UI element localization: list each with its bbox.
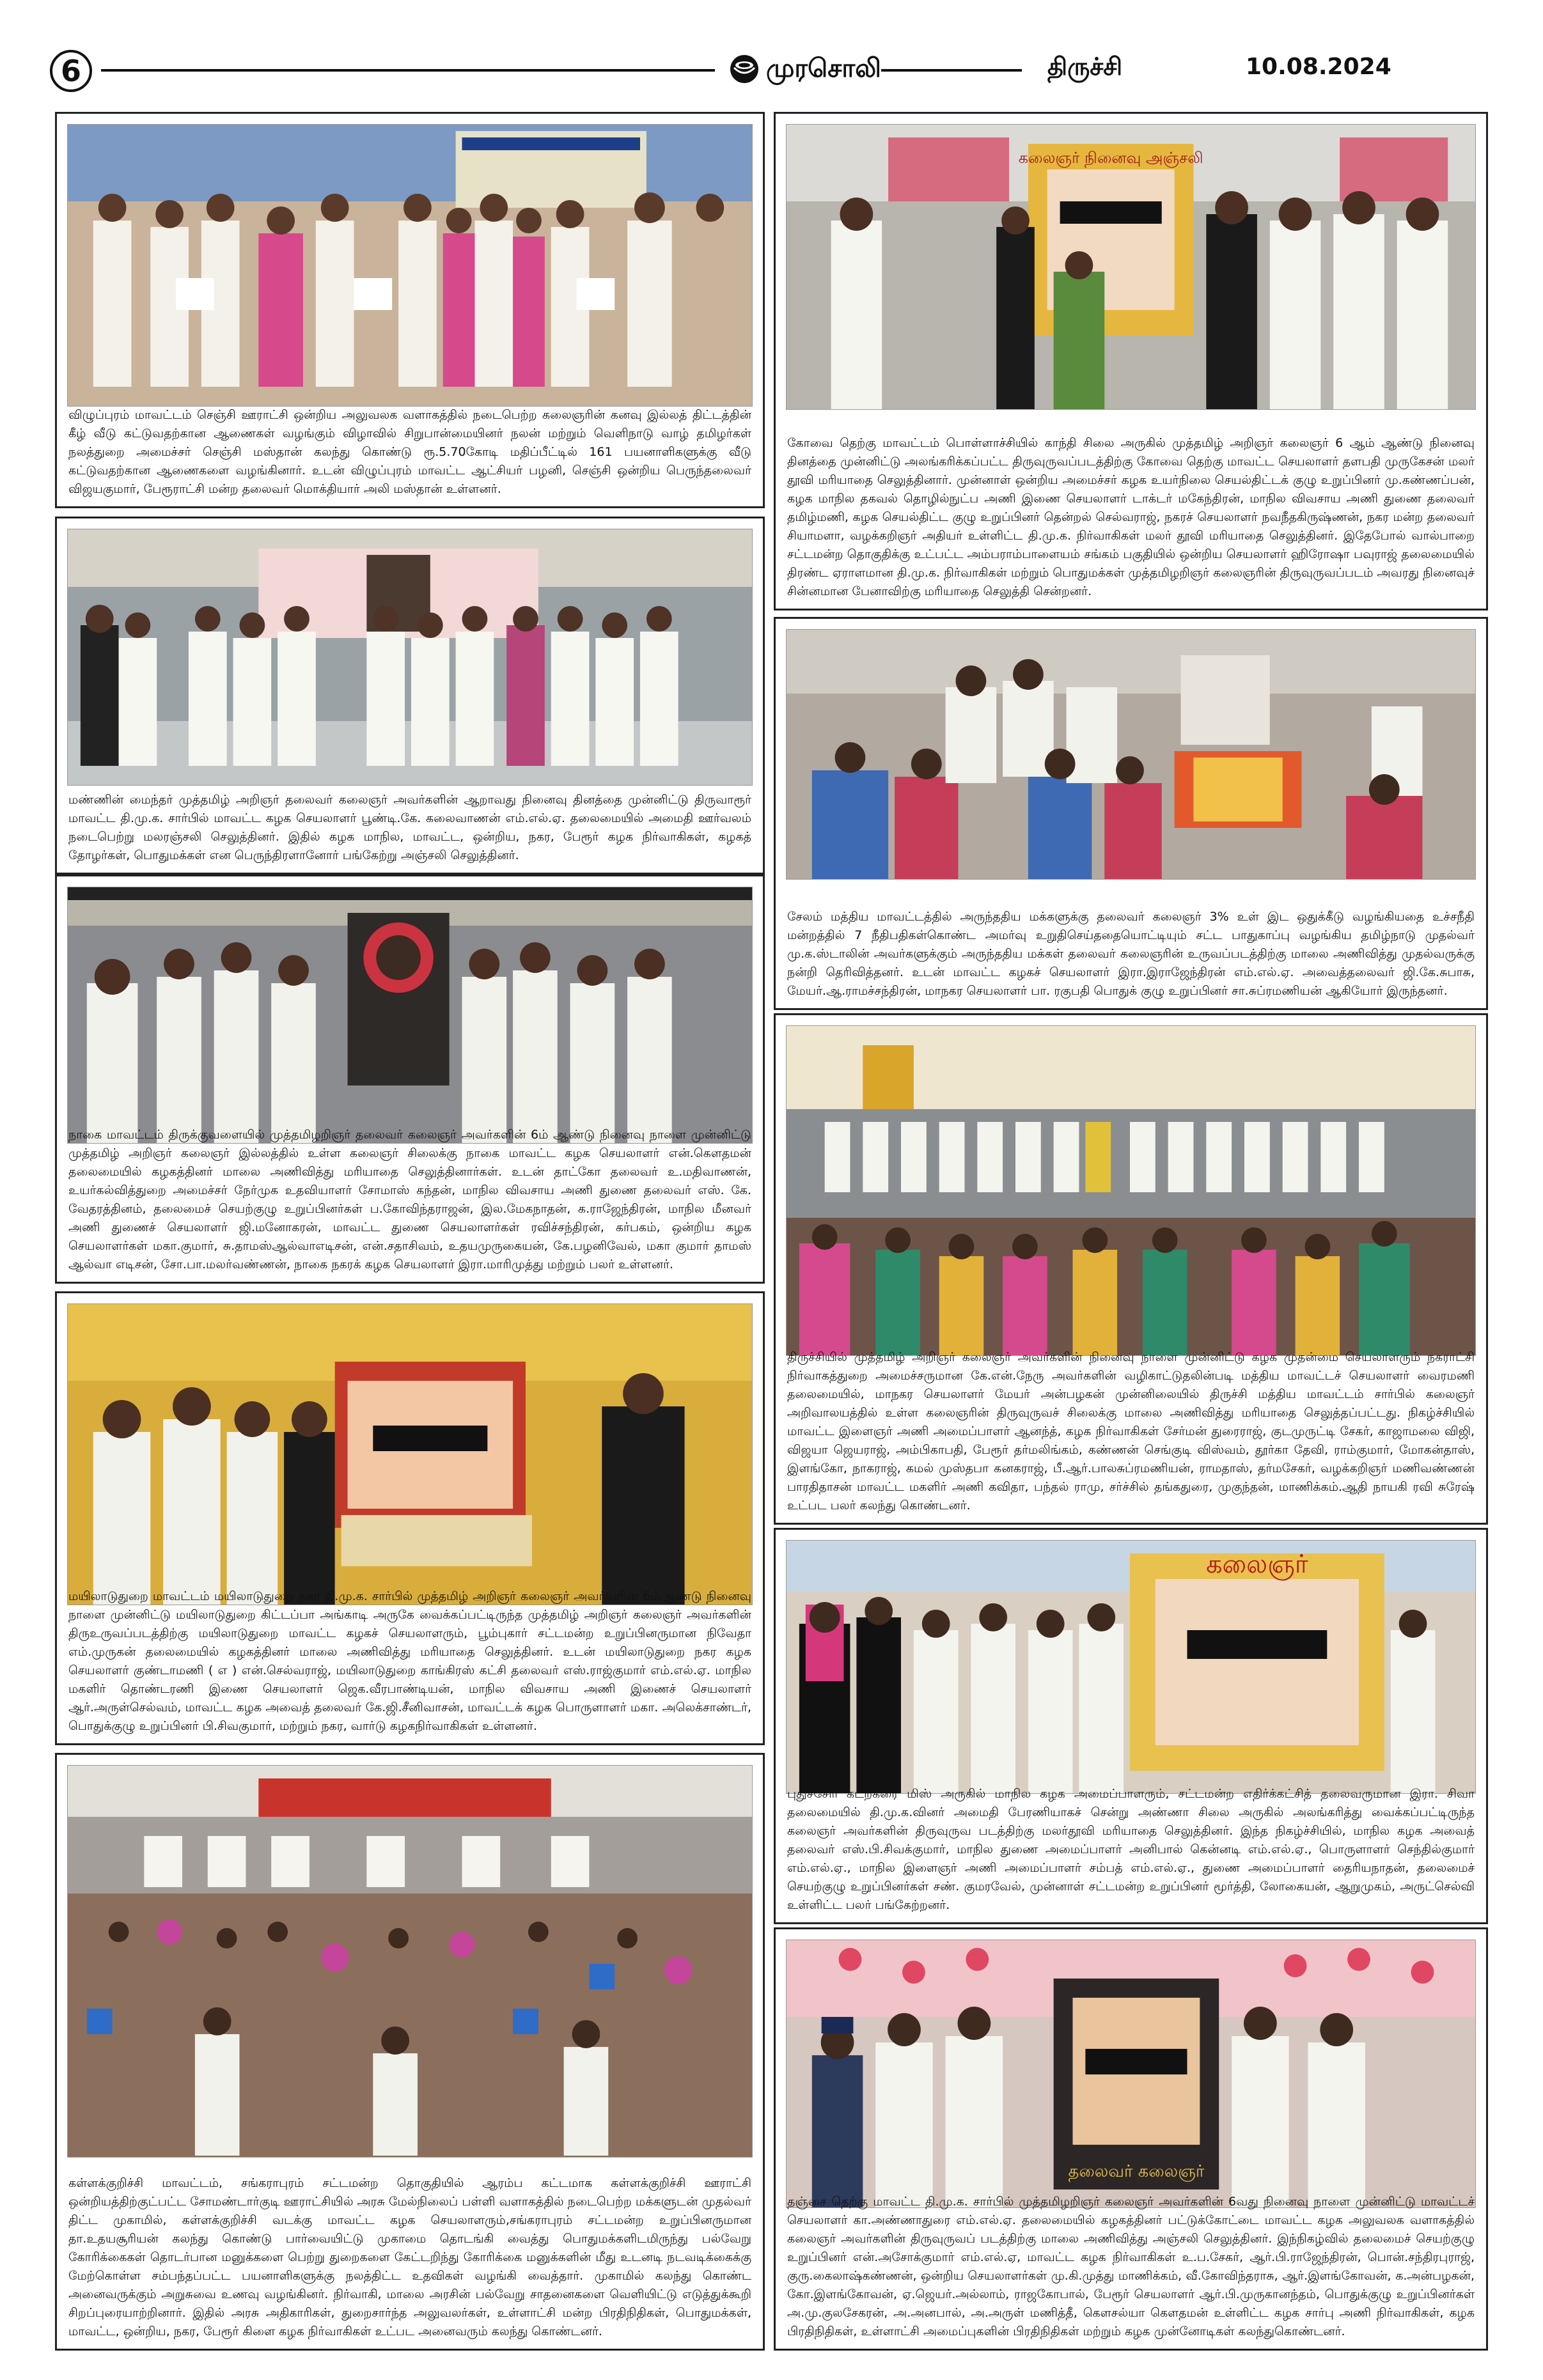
masthead-rule-left bbox=[101, 69, 715, 72]
news-photo bbox=[786, 1540, 1476, 1794]
edition-name: திருச்சி bbox=[1047, 52, 1123, 81]
portrait-banner-text: கலைஞர் bbox=[1206, 1549, 1308, 1580]
news-caption: தஞ்சை தெற்கு மாவட்ட தி.மு.க. சார்பில் முத்தமிழறிஞர் கலைஞர் அவர்களின் 6வது நினைவு நாளை முன்னிட்டு மாவட்டச் செயலாளர் கா.அண்ணாதுரை எம்.எல்.ஏ. தலைமையில் கழகத்தினர் பட்டுக்கோட்டை மாவட்ட கழக அலுவலக வளாகத்தில் கலைஞர் அவர்களின் திருவுருவப் படத்திற்கு மாலை அணிவித்து அஞ்சலி செலுத்தினர். இந்நிகழ்வில் தலைமைச் செயற்குழு உறுப்பினர் என்.அசோக்குமார் எம்.எல்.ஏ, மாவட்ட கழக நிர்வாகிகள் உ.ப.சேகர், ஆர்.பி.ராஜேந்திரன், பொன்.சந்திரபுராஜ், குரு.கைலாஷ்கண்ணன், ஒன்றிய செயலாளர்கள் மு.கி.முத்து மாணிக்கம், வீ.கோவிந்தராசு, ஆர்.இளங்கோவன், க.அன்பழகன், கோ.இளங்கோவன், ஏ.ஜெயர்.அல்லாம், ராஜகோபால், பேரூர் செயலாளர் ஆர்.பி.முருகானந்தம், பொதுக்குழு உறுப்பினர்கள் அ.மு.குலசேகரன், அ.அனபால், அ.அருள் மணித்தீ, கௌசல்யா கௌதமன் உள்ளிட்ட கழக சார்பு அணி நிர்வாகிகள், கழக பிரதிநிதிகள், உள்ளாட்சி அமைப்புகளின் பிரதிநிதிகள் மற்றும் கழக முன்னோடிகள் கலந்துகொண்டனர். bbox=[787, 2195, 1475, 2338]
news-story bbox=[774, 1528, 1488, 1924]
paper-logo bbox=[728, 51, 881, 89]
news-photo bbox=[67, 887, 753, 1144]
news-story bbox=[774, 617, 1488, 1010]
news-photo bbox=[786, 1940, 1476, 2208]
news-story bbox=[55, 112, 765, 508]
news-caption: விழுப்புரம் மாவட்டம் செஞ்சி ஊராட்சி ஒன்றிய அலுவலக வளாகத்தில் நடைபெற்ற கலைஞரின் கனவு இல்லத் திட்டத்தின் கீழ் வீடு கட்டுவதற்கான ஆணைகள் வழங்கும் விழாவில் சிறுபான்மையினர் நலன் மற்றும் வெளிநாடு வாழ் தமிழர்கள் நலத்துறை அமைச்சர் செஞ்சி மஸ்தான் கலந்து கொண்டு ரூ.5.70கோடி மதிப்பீட்டில் 161 பயனாளிகளுக்கு வீடு கட்டுவதற்கான ஆணைகளை வழங்கினார். உடன் விழுப்புரம் மாவட்ட ஆட்சியர் பழனி, செஞ்சி ஒன்றிய பெருந்தலைவர் விஜயகுமார், பேரூராட்சி மன்ற தலைவர் மொக்தியார் அலி மஸ்தான் உள்ளனர். bbox=[68, 408, 751, 496]
news-caption: கள்ளக்குறிச்சி மாவட்டம், சங்கராபுரம் சட்டமன்ற தொகுதியில் ஆரம்ப கட்டமாக கள்ளக்குறிச்சி ஊராட்சி ஒன்றியத்திற்குட்பட்ட சோமண்டார்குடி ஊராட்சியில் அரசு மேல்நிலைப் பள்ளி வளாகத்தில் நடைபெற்ற மக்களுடன் முதல்வர் திட்ட முகாமில், கள்ளக்குறிச்சி வடக்கு மாவட்ட கழக செயலாளரும்,சங்கராபுரம் சட்டமன்ற உறுப்பினருமான தா.உதயசூரியன் கலந்து கொண்டு பார்வையிட்டு முகாமை தொடங்கி வைத்து பொதுமக்களிடமிருந்து பல்வேறு கோரிக்கைகள் தொடர்பான மனுக்களை பெற்று துறைகளை கேட்டறிந்து கோரிக்கை மனுக்களின் மீது உடனடி நடவடிக்கைக்கு மேற்கொள்ள சம்பந்தப்பட்ட பயனாளிகளுக்கு நலத்திட்ட உதவிகள் வழங்கி வைத்தார். முகாமில் கலந்து கொண்ட அனைவருக்கும் அறுசுவை உணவு வழங்கினர். நிர்வாகி, மாலை அரசின் பல்வேறு சாதனைகளை வெளியிட்டு எடுத்துக்கூறி சிறப்புரையாற்றினார். இதில் அரசு அதிகாரிகள், துறைசார்ந்த அலுவலர்கள், உள்ளாட்சி மன்ற பிரதிநிதிகள், பொதுமக்கள், மாவட்ட, ஒன்றிய, நகர, பேரூர் கிளை கழக நிர்வாகிகள் உட்பட அனைவரும் கலந்து கொண்டனர். bbox=[68, 2176, 751, 2338]
news-photo bbox=[786, 124, 1476, 410]
news-story bbox=[55, 1753, 765, 2351]
news-story bbox=[774, 112, 1488, 611]
news-photo bbox=[786, 629, 1476, 880]
news-story bbox=[774, 1927, 1488, 2351]
news-photo bbox=[67, 529, 753, 786]
news-caption: கோவை தெற்கு மாவட்டம் பொள்ளாச்சியில் காந்தி சிலை அருகில் முத்தமிழ் அறிஞர் கலைஞர் 6 ஆம் ஆண்டு நினைவு தினத்தை முன்னிட்டு அலங்கரிக்கப்பட்ட திருவுருவப்படத்திற்கு கோவை தெற்கு மாவட்ட செயலாளர் தளபதி முருகேசன் மலர் தூவி மரியாதை செலுத்தினார். முன்னாள் ஒன்றிய அமைச்சர் கழக உயர்நிலை செயல்திட்டக் குழு உறுப்பினர் மு.கண்ணப்பன், கழக மாநில தகவல் தொழில்நுட்ப அணி இணை செயலாளர் டாக்டர் மகேந்திரன், மாநில விவசாய அணி துணை தலைவர் தமிழ்மணி, கழக செயல்திட்ட குழு உறுப்பினர் தென்றல் செல்வராஜ், நகரச் செயலாளர் நவநீதகிருஷ்ணன், நகர மன்ற தலைவர் சியாமளா, வழக்கறிஞர் அதியர் உள்ளிட்ட தி.மு.க. நிர்வாகிகள் மலர் தூவி மரியாதை செலுத்தினர். இதேபோல் வால்பாறை சட்டமன்ற தொகுதிக்கு உட்பட்ட அம்பராம்பாளையம் சங்கம் பகுதியில் ஒன்றிய செயலாளர் ஹிரோஷா பவுராஜ் தலைமையில் திரண்ட ஏராளமான தி.மு.க. நிர்வாகிகள் மற்றும் பொதுமக்கள் முத்தமிழறிஞர் கலைஞரின் திருவுருவப்படம் அவரது நினைவுச் சின்னமான பேனாவிற்கு மரியாதை செலுத்தி சென்றனர். bbox=[787, 436, 1475, 598]
news-caption: மண்ணின் மைந்தர் முத்தமிழ் அறிஞர் தலைவர் கலைஞர் அவர்களின் ஆறாவது நினைவு தினத்தை முன்னிட்டு திருவாரூர் மாவட்ட தி.மு.க. சார்பில் மாவட்ட கழக செயலாளர் பூண்டி.கே. கலைவாணன் எம்.எல்.ஏ. தலைமையில் அமைதி ஊர்வலம் நடைபெற்று மலரஞ்சலி செலுத்தினர். இதில் கழக மாநில, மாவட்ட, ஒன்றிய, நகர, பேரூர் கழக நிர்வாகிகள், கழகத் தோழர்கள், பொதுமக்கள் என பெருந்திரளானோர் பங்கேற்று அஞ்சலி செலுத்தினர். bbox=[68, 793, 751, 862]
news-photo bbox=[786, 1025, 1476, 1356]
news-caption: திருச்சியில் முத்தமிழ் அறிஞர் கலைஞர் அவர்களின் நினைவு நாளை முன்னிட்டு கழக முதன்மை செயலாளரும் நகராட்சி நிர்வாகத்துறை அமைச்சருமான கே.என்.நேரு அவர்களின் வழிகாட்டுதலின்படி மத்திய மாவட்டச் செயலாளர் வைரமணி தலைமையில், மாநகர செயலாளர் மேயர் அன்பழகன் முன்னிலையில் திருச்சி மத்திய மாவட்டம் சார்பில் கலைஞர் அறிவாலயத்தில் உள்ள கலைஞரின் திருவுருவச் சிலைக்கு மாலை அணிவித்து மரியாதை செலுத்தப்பட்டது. நிகழ்ச்சியில் மாவட்ட இளைஞர் அணி அமைப்பாளர் ஆனந்த், கழக நிர்வாகிகள் சேர்மன் துரைராஜ், குடமுருட்டி சேகர், காஜாமலை விஜி, விஜயா ஜெயராஜ், அம்பிகாபதி, பேரூர் தர்மலிங்கம், கண்ணன் செங்குடி விஸ்வம், தூர்கா தேவி, ராம்குமார், மோகன்தாஸ், இளங்கோ, நாகராஜ், கமல் முஸ்தபா கனகராஜ், பீ.ஆர்.பாலசுப்ரமணியன், ராமதாஸ், தர்மசேகர், வழக்கறிஞர் மணிவண்ணன் பாரதிதாசன் மாவட்ட மகளிர் அணி கவிதா, பந்தல் ராமு, சர்ச்சில் தங்கதுரை, முகுந்தன், மாணிக்கம்.ஆதி நாயகி ரவி சுரேஷ் உட்பட பலர் கலந்து கொண்டனர். bbox=[787, 1350, 1475, 1513]
news-photo bbox=[67, 124, 753, 407]
portrait-caption-text: தலைவர் கலைஞர் bbox=[1068, 2161, 1205, 2182]
news-story bbox=[55, 517, 765, 875]
paper-name: முரசொலி bbox=[766, 54, 881, 83]
news-photo bbox=[67, 1765, 753, 2158]
news-caption: நாகை மாவட்டம் திருக்குவளையில் முத்தமிழறிஞர் தலைவர் கலைஞர் அவர்களின் 6ம் ஆண்டு நினைவு நாளை முன்னிட்டு முத்தமிழ் அறிஞர் கலைஞர் இல்லத்தில் உள்ள கலைஞர் சிலைக்கு நாகை மாவட்ட கழக செயலாளர் என்.கௌதமன் தலைமையில் கழகத்தினர் மாலை அணிவித்து மரியாதை செலுத்தினார்கள். உடன் தாட்கோ தலைவர் உ.மதிவாணன், உயர்கல்வித்துறை அமைச்சர் நேர்முக உதவியாளர் சோமாஸ் கந்தன், மாநில விவசாய அணி துணை தலைவர் எஸ். கே. வேதரத்தினம், தலைமைச் செயற்குழு உறுப்பினர்கள் ப.கோவிந்தராஜன், இல.மேகநாதன், க.ராஜேந்திரன், மாநில மீனவர் அணி துணைச் செயலாளர் ஜி.மனோகரன், மாவட்ட துணை செயலாளர்கள் ரவிச்சந்திரன், கர்பகம், ஒன்றிய கழக செயலாளர்கள் மகா.குமார், சு.தாமஸ்ஆல்வாஎடிசன், என்.சதாசிவம், உதயமுருகையன், கே.பழனிவேல், மகா குமார் தாமஸ் ஆல்வா எடிசன், சோ.பா.மலர்வண்ணன், நாகை நகரக் கழக செயலாளர் இரா.மாரிமுத்து மற்றும் பலர் உள்ளனர். bbox=[68, 1128, 751, 1272]
drum-logo-icon bbox=[728, 52, 761, 86]
news-story bbox=[774, 1013, 1488, 1525]
news-caption: சேலம் மத்திய மாவட்டத்தில் அருந்ததிய மக்களுக்கு தலைவர் கலைஞர் 3% உள் இட ஒதுக்கீடு வழங்கியதை உச்சநீதி மன்றத்தில் 7 நீதிபதிகள்கொண்ட அமர்வு உறுதிசெய்ததையொட்டியும் சட்ட பாதுகாப்பு வழங்கிய தமிழ்நாடு முதல்வர் மு.க.ஸ்டாலின் அவர்களுக்கும் அருந்ததிய மக்கள் தலைவர் கலைஞரின் உருவப்படத்திற்கு மாலை அணிவித்து முதல்வருக்கு நன்றி தெரிவித்தனர். உடன் மாவட்ட கழகச் செயலாளர் இரா.இராஜேந்திரன் எம்.எல்.ஏ. அவைத்தலைவர் ஜி.கே.சுபாசு, மேயர்.ஆ.ராமச்சந்திரன், மாநகர செயலாளர் பா. ரகுபதி பொதுக் குழு உறுப்பினர் சா.சுப்ரமணியன் ஆகியோர் இருந்தனர். bbox=[787, 910, 1475, 998]
masthead-rule-right bbox=[881, 69, 1022, 72]
news-caption: புதுச்சேரி கடற்கரை மிஸ் அருகில் மாநில கழக அமைப்பாளரும், சட்டமன்ற எதிர்க்கட்சித் தலைவருமான இரா. சிவா தலைமையில் தி.மு.க.வினர் அமைதி பேரணியாகச் சென்று அண்ணா சிலை அருகில் அலங்கரித்து வைக்கப்பட்டிருந்த கலைஞர் அவர்களின் திருவுருவ படத்திற்கு மலர்தூவி மரியாதை செலுத்தினர். இந்த நிகழ்ச்சியில், மாநில கழக அவைத் தலைவர் எஸ்.பி.சிவக்குமார், மாநில துணை அமைப்பாளர் அனிபால் கென்னடி எம்.எல்.ஏ., பொருளாளர் செந்தில்குமார் எம்.எல்.ஏ., மாநில இளைஞர் அணி அமைப்பாளர் சம்பத் எம்.எல்.ஏ., துணை அமைப்பாளர் தைரியநாதன், தலைமைச் செயற்குழு உறுப்பினர்கள் சண். குமரவேல், முன்னாள் சட்டமன்ற உறுப்பினர் மூர்த்தி, லோகையன், ஆறுமுகம், அருட்செல்வி உள்ளிட்ட பலர் பங்கேற்றனர். bbox=[787, 1787, 1475, 1912]
news-story bbox=[55, 1291, 765, 1745]
news-photo bbox=[67, 1303, 753, 1605]
news-caption: மயிலாடுதுறை மாவட்டம் மயிலாடுதுறை நகர தி.மு.க. சார்பில் முத்தமிழ் அறிஞர் கலைஞர் அவர்களின் 6ம்ஆண்டு நினைவு நாளை முன்னிட்டு மயிலாடுதுறை கிட்டப்பா அங்காடி அருகே வைக்கப்பட்டிருந்த முத்தமிழ் அறிஞர் கலைஞர் அவர்களின் திருஉருவப்படத்திற்கு மயிலாடுதுறை மாவட்ட கழகச் செயலாளரும், பூம்புகார் சட்டமன்ற உறுப்பினருமான நிவேதா எம்.முருகன் தலைமையில் கழகத்தினர் மாலை அணிவித்து மரியாதை செலுத்தினர். உடன் மயிலாடுதுறை நகர கழக செயலாளர் குண்டாமணி ( எ ) என்.செல்வராஜ், மயிலாடுதுறை காங்கிரஸ் கட்சி தலைவர் எஸ்.ராஜ்குமார் எம்.எல்.ஏ. மாநில மகளிர் தொண்டரணி இணை செயலாளர் ஜெக.வீரபாண்டியன், மாநில விவசாய அணி இணைச் செயலாளர் ஆர்.அருள்செல்வம், மாவட்ட கழக அவைத் தலைவர் கே.ஜி.சீனிவாசன், மாவட்டக் கழக பொருளாளர் மகா. அலெக்சாண்டர், பொதுக்குழு உறுப்பினர் பி.சிவகுமார், மற்றும் நகர, வார்டு கழகநிர்வாகிகள் உள்ளனர். bbox=[68, 1589, 751, 1733]
banner-text: கலைஞர் நினைவு அஞ்சலி bbox=[1018, 148, 1203, 167]
news-story bbox=[55, 875, 765, 1284]
masthead bbox=[50, 50, 1499, 96]
page-number: 6 bbox=[50, 50, 92, 92]
issue-date: 10.08.2024 bbox=[1246, 54, 1391, 80]
